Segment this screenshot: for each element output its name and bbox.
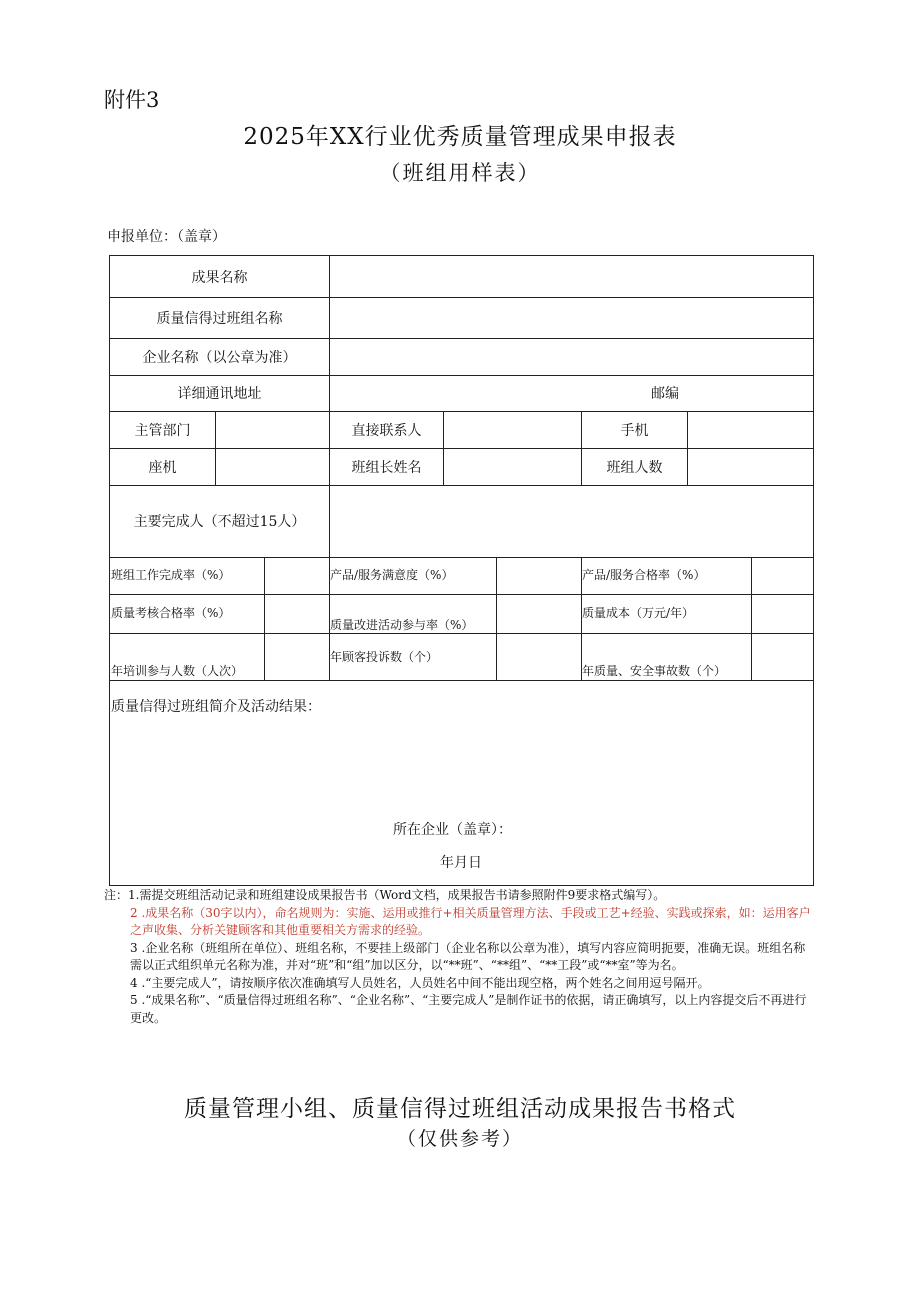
metric-field-satisfaction[interactable] xyxy=(497,558,581,594)
department-field[interactable] xyxy=(216,411,329,448)
achievement-name-field[interactable] xyxy=(330,256,814,297)
address-label: 详细通讯地址 xyxy=(177,386,262,402)
metric-label-pass-rate: 产品/服务合格率（%） xyxy=(582,568,706,582)
metric-field-assessment-pass[interactable] xyxy=(265,595,329,633)
applicant-unit-label: 申报单位：（盖章） xyxy=(107,229,226,245)
metric-label-accidents: 年质量、安全事故数（个） xyxy=(582,664,727,678)
achievement-name-label: 成果名称 xyxy=(191,269,248,286)
team-name-field[interactable] xyxy=(330,297,814,338)
company-seal-label: 所在企业（盖章）： xyxy=(393,822,512,838)
company-name-field[interactable] xyxy=(330,338,814,375)
metric-label-assessment-pass: 质量考核合格率（%） xyxy=(111,606,231,620)
main-people-label: 主要完成人（不超过15人） xyxy=(133,514,306,530)
metric-field-accidents[interactable] xyxy=(752,634,814,680)
contact-label: 直接联系人 xyxy=(351,422,422,439)
metric-field-work-completion[interactable] xyxy=(265,558,329,594)
page-subtitle: （班组用样表） xyxy=(379,161,541,185)
company-name-label: 企业名称（以公章为准） xyxy=(142,349,297,366)
postcode-field[interactable] xyxy=(720,375,814,411)
contact-field[interactable] xyxy=(444,411,581,448)
metric-field-complaints[interactable] xyxy=(497,634,581,680)
landline-field[interactable] xyxy=(216,448,329,485)
metric-field-improvement-participation[interactable] xyxy=(497,595,581,633)
note-1: 注：1.需提交班组活动记录和班组建设成果报告书（Word文档，成果报告书请参照附件9要求格式编写）。 xyxy=(104,888,666,902)
page-title: 2025年XX行业优秀质量管理成果申报表 xyxy=(243,124,677,150)
metric-label-improvement-participation: 质量改进活动参与率（%） xyxy=(330,618,474,632)
intro-label: 质量信得过班组简介及活动结果： xyxy=(111,699,321,715)
members-count-label: 班组人数 xyxy=(606,459,663,476)
members-count-field[interactable] xyxy=(688,448,814,485)
leader-label: 班组长姓名 xyxy=(351,459,422,476)
landline-label: 座机 xyxy=(148,459,177,476)
address-field[interactable] xyxy=(330,375,610,411)
application-form-table xyxy=(109,255,814,886)
note-3: 3 .企业名称（班组所在单位）、班组名称，不要挂上级部门（企业名称以公章为准），填写内容应简明扼要，准确无误。班组名称需以正式组织单元名称为准，并对“班”和“组”加以区分，以“**班”、“**组”、“**工段”或“**室”等为名。 xyxy=(130,940,806,972)
team-name-label: 质量信得过班组名称 xyxy=(156,310,283,327)
note-4: 4 .“主要完成人”，请按顺序依次准确填写人员姓名，人员姓名中间不能出现空格，两个姓名之间用逗号隔开。 xyxy=(130,975,710,990)
section2-title: 质量管理小组、质量信得过班组活动成果报告书格式 xyxy=(184,1096,736,1122)
date-label: 年月日 xyxy=(440,855,482,871)
notes-section xyxy=(104,887,816,1027)
metric-label-work-completion: 班组工作完成率（%） xyxy=(111,568,231,582)
intro-field[interactable] xyxy=(110,686,814,816)
department-label: 主管部门 xyxy=(134,422,191,439)
metric-field-pass-rate[interactable] xyxy=(752,558,814,594)
mobile-field[interactable] xyxy=(688,411,814,448)
main-people-field[interactable] xyxy=(330,485,814,557)
metric-field-quality-cost[interactable] xyxy=(752,595,814,633)
leader-field[interactable] xyxy=(444,448,581,485)
metric-label-training: 年培训参与人数（人次） xyxy=(111,664,244,678)
note-5: 5 .“成果名称”、“质量信得过班组名称”、“企业名称”、“主要完成人”是制作证书的依据，请正确填写，以上内容提交后不再进行更改。 xyxy=(130,993,807,1025)
metric-label-complaints: 年顾客投诉数（个） xyxy=(330,650,439,664)
postcode-label: 邮编 xyxy=(651,386,679,402)
mobile-label: 手机 xyxy=(620,422,649,439)
metric-label-satisfaction: 产品/服务满意度（%） xyxy=(330,568,454,582)
attachment-label: 附件3 xyxy=(104,88,160,112)
note-2: 2 .成果名称（30字以内），命名规则为：实施、运用或推行+相关质量管理方法、手段或工艺+经验、实践或探索，如：运用客户之声收集、分析关键顾客和其他重要相关方需求的经验。 xyxy=(130,905,811,937)
metric-field-training[interactable] xyxy=(265,634,329,680)
section2-subtitle: （仅供参考） xyxy=(396,1128,523,1150)
metric-label-quality-cost: 质量成本（万元/年） xyxy=(582,606,695,620)
